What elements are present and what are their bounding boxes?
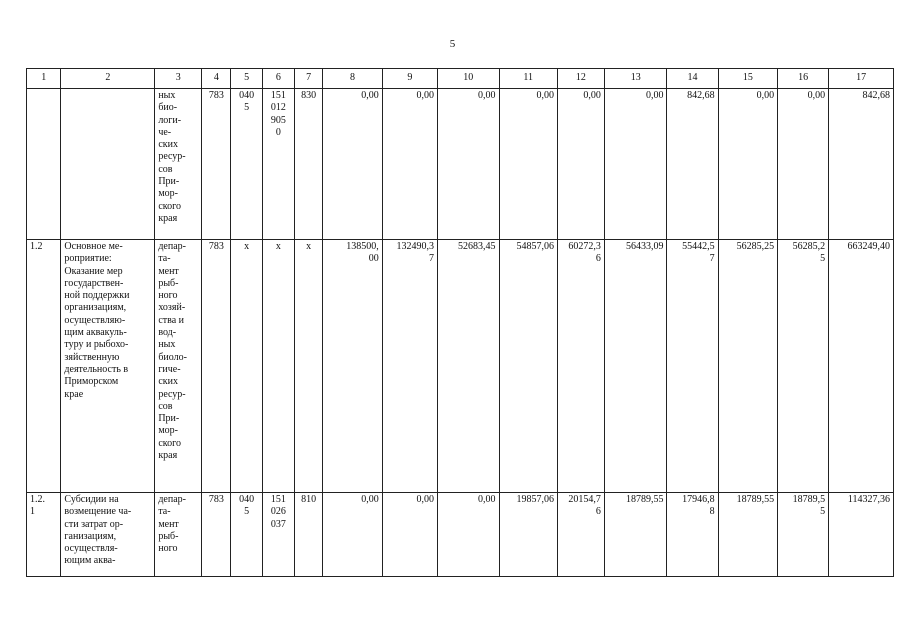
- amount-cell: 0,00: [382, 89, 437, 240]
- amount-cell: 54857,06: [499, 240, 557, 493]
- target-article-code: х: [262, 240, 294, 493]
- target-article-code: 151 026 037: [262, 493, 294, 577]
- grbs-code: 783: [202, 89, 231, 240]
- row-number: 1.2. 1: [27, 493, 61, 577]
- header-row: [27, 69, 894, 89]
- column-header: 12: [557, 69, 604, 89]
- column-header: 14: [667, 69, 718, 89]
- total-cell: 842,68: [829, 89, 894, 240]
- table-row: [27, 493, 894, 577]
- amount-cell: 56433,09: [604, 240, 667, 493]
- grbs-code: 783: [202, 240, 231, 493]
- amount-cell: 20154,7 6: [557, 493, 604, 577]
- column-header: 3: [155, 69, 202, 89]
- section-code: 040 5: [231, 493, 262, 577]
- column-header: 17: [829, 69, 894, 89]
- amount-cell: 0,00: [323, 493, 382, 577]
- amount-cell: 138500, 00: [323, 240, 382, 493]
- amount-cell: 56285,2 5: [778, 240, 829, 493]
- total-cell: 663249,40: [829, 240, 894, 493]
- column-header: 11: [499, 69, 557, 89]
- section-code: 040 5: [231, 89, 262, 240]
- column-header: 16: [778, 69, 829, 89]
- amount-cell: 52683,45: [437, 240, 499, 493]
- row-number: 1.2: [27, 240, 61, 493]
- table-row: [27, 89, 894, 240]
- amount-cell: 0,00: [499, 89, 557, 240]
- amount-cell: 18789,55: [604, 493, 667, 577]
- amount-cell: 0,00: [604, 89, 667, 240]
- responsible-executor: депар- та- мент рыб- ного: [155, 493, 202, 577]
- column-header: 6: [262, 69, 294, 89]
- total-cell: 114327,36: [829, 493, 894, 577]
- column-header: 5: [231, 69, 262, 89]
- target-article-code: 151 012 905 0: [262, 89, 294, 240]
- amount-cell: 842,68: [667, 89, 718, 240]
- amount-cell: 0,00: [437, 89, 499, 240]
- amount-cell: 18789,5 5: [778, 493, 829, 577]
- row-title: Субсидии на возмещение ча- сти затрат ор- ганизациям, осуществля- ющим аква-: [61, 493, 155, 577]
- amount-cell: 0,00: [557, 89, 604, 240]
- column-header: 9: [382, 69, 437, 89]
- column-header: 15: [718, 69, 777, 89]
- amount-cell: 132490,3 7: [382, 240, 437, 493]
- amount-cell: 0,00: [382, 493, 437, 577]
- budget-table: [26, 68, 894, 577]
- responsible-executor: ных био- логи- че- ских ресур- сов При- мор- ского края: [155, 89, 202, 240]
- amount-cell: 0,00: [778, 89, 829, 240]
- column-header: 2: [61, 69, 155, 89]
- amount-cell: 56285,25: [718, 240, 777, 493]
- expense-type-code: х: [295, 240, 323, 493]
- amount-cell: 0,00: [323, 89, 382, 240]
- column-header: 13: [604, 69, 667, 89]
- row-title: [61, 89, 155, 240]
- page-number: 5: [449, 38, 456, 50]
- grbs-code: 783: [202, 493, 231, 577]
- column-header: 10: [437, 69, 499, 89]
- amount-cell: 0,00: [718, 89, 777, 240]
- amount-cell: 0,00: [437, 493, 499, 577]
- amount-cell: 18789,55: [718, 493, 777, 577]
- row-title: Основное ме- роприятие: Оказание мер государствен- ной поддержки организациям, осуществляю- щим аквакуль- туру и рыбохо- зяйственную деятельность в Приморском крае: [61, 240, 155, 493]
- amount-cell: 17946,8 8: [667, 493, 718, 577]
- section-code: х: [231, 240, 262, 493]
- table-row: [27, 240, 894, 493]
- amount-cell: 60272,3 6: [557, 240, 604, 493]
- column-header: 4: [202, 69, 231, 89]
- row-number: [27, 89, 61, 240]
- amount-cell: 55442,5 7: [667, 240, 718, 493]
- column-header: 1: [27, 69, 61, 89]
- column-header: 8: [323, 69, 382, 89]
- amount-cell: 19857,06: [499, 493, 557, 577]
- responsible-executor: депар- та- мент рыб- ного хозяй- ства и вод- ных биоло- гиче- ских ресур- сов При- мор- ского края: [155, 240, 202, 493]
- expense-type-code: 810: [295, 493, 323, 577]
- column-header: 7: [295, 69, 323, 89]
- expense-type-code: 830: [295, 89, 323, 240]
